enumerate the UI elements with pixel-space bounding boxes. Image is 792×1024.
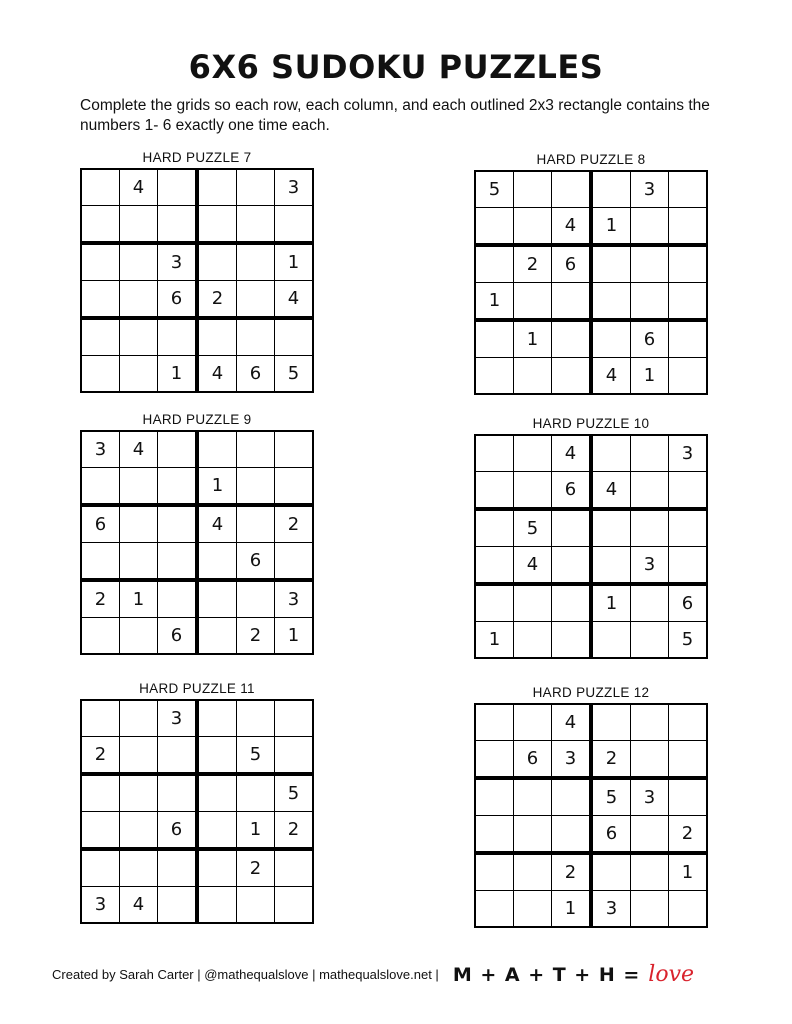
sudoku-cell[interactable] bbox=[514, 283, 552, 321]
sudoku-cell[interactable] bbox=[552, 283, 592, 321]
sudoku-cell[interactable] bbox=[631, 853, 669, 891]
sudoku-cell[interactable] bbox=[475, 245, 514, 283]
sudoku-cell[interactable]: 6 bbox=[158, 618, 198, 655]
sudoku-cell[interactable] bbox=[120, 318, 158, 356]
sudoku-cell[interactable]: 2 bbox=[197, 281, 237, 319]
sudoku-cell[interactable]: 5 bbox=[514, 509, 552, 547]
sudoku-cell[interactable] bbox=[237, 774, 275, 812]
sudoku-cell[interactable] bbox=[158, 431, 198, 468]
sudoku-cell[interactable]: 1 bbox=[669, 853, 708, 891]
sudoku-cell[interactable] bbox=[631, 472, 669, 510]
sudoku-cell[interactable]: 5 bbox=[475, 171, 514, 208]
sudoku-cell[interactable] bbox=[475, 358, 514, 395]
puzzle-label: HARD PUZZLE 8 bbox=[536, 152, 646, 167]
sudoku-cell[interactable] bbox=[158, 774, 198, 812]
sudoku-cell[interactable]: 6 bbox=[237, 543, 275, 581]
sudoku-cell[interactable] bbox=[631, 245, 669, 283]
sudoku-cell[interactable] bbox=[237, 431, 275, 468]
sudoku-cell[interactable] bbox=[514, 891, 552, 928]
sudoku-cell[interactable] bbox=[669, 509, 708, 547]
sudoku-cell[interactable]: 3 bbox=[158, 700, 198, 737]
sudoku-cell[interactable] bbox=[631, 704, 669, 741]
sudoku-cell[interactable] bbox=[669, 704, 708, 741]
sudoku-cell[interactable]: 2 bbox=[514, 245, 552, 283]
sudoku-cell[interactable]: 6 bbox=[158, 812, 198, 850]
sudoku-cell[interactable]: 6 bbox=[552, 472, 592, 510]
sudoku-cell[interactable] bbox=[275, 543, 314, 581]
sudoku-cell[interactable] bbox=[120, 281, 158, 319]
sudoku-cell[interactable] bbox=[120, 849, 158, 887]
sudoku-cell[interactable] bbox=[475, 509, 514, 547]
sudoku-cell[interactable] bbox=[237, 468, 275, 506]
sudoku-grid bbox=[474, 703, 708, 928]
sudoku-cell[interactable]: 5 bbox=[275, 774, 314, 812]
sudoku-cell[interactable] bbox=[81, 318, 120, 356]
sudoku-cell[interactable] bbox=[475, 778, 514, 816]
sudoku-cell[interactable] bbox=[120, 543, 158, 581]
sudoku-cell[interactable] bbox=[669, 741, 708, 779]
sudoku-cell[interactable]: 5 bbox=[237, 737, 275, 775]
sudoku-cell[interactable] bbox=[158, 543, 198, 581]
sudoku-cell[interactable] bbox=[197, 812, 237, 850]
puzzle-label: HARD PUZZLE 7 bbox=[142, 150, 252, 165]
sudoku-cell[interactable] bbox=[120, 206, 158, 244]
sudoku-cell[interactable] bbox=[552, 171, 592, 208]
sudoku-cell[interactable]: 2 bbox=[275, 812, 314, 850]
sudoku-cell[interactable] bbox=[631, 435, 669, 472]
sudoku-cell[interactable] bbox=[158, 887, 198, 924]
sudoku-cell[interactable] bbox=[552, 509, 592, 547]
sudoku-cell[interactable] bbox=[197, 849, 237, 887]
sudoku-cell[interactable] bbox=[475, 853, 514, 891]
sudoku-cell[interactable]: 5 bbox=[669, 622, 708, 659]
sudoku-cell[interactable] bbox=[81, 169, 120, 206]
sudoku-cell[interactable]: 4 bbox=[120, 169, 158, 206]
sudoku-cell[interactable] bbox=[669, 208, 708, 246]
sudoku-cell[interactable] bbox=[237, 700, 275, 737]
sudoku-cell[interactable] bbox=[197, 774, 237, 812]
sudoku-cell[interactable] bbox=[237, 887, 275, 924]
sudoku-cell[interactable] bbox=[475, 704, 514, 741]
sudoku-cell[interactable] bbox=[158, 580, 198, 618]
sudoku-cell[interactable]: 5 bbox=[275, 356, 314, 393]
sudoku-cell[interactable] bbox=[158, 318, 198, 356]
footer-credit: Created by Sarah Carter | @mathequalslove | mathequalslove.net | bbox=[52, 967, 439, 982]
sudoku-cell[interactable] bbox=[669, 245, 708, 283]
sudoku-cell[interactable]: 4 bbox=[552, 208, 592, 246]
sudoku-cell[interactable] bbox=[669, 891, 708, 928]
sudoku-cell[interactable] bbox=[591, 320, 631, 358]
sudoku-cell[interactable] bbox=[158, 468, 198, 506]
sudoku-cell[interactable] bbox=[237, 580, 275, 618]
sudoku-cell[interactable] bbox=[197, 206, 237, 244]
sudoku-cell[interactable] bbox=[669, 283, 708, 321]
sudoku-cell[interactable] bbox=[591, 704, 631, 741]
sudoku-cell[interactable]: 1 bbox=[591, 584, 631, 622]
sudoku-cell[interactable] bbox=[552, 622, 592, 659]
sudoku-cell[interactable] bbox=[120, 774, 158, 812]
sudoku-cell[interactable] bbox=[552, 320, 592, 358]
sudoku-cell[interactable]: 3 bbox=[631, 171, 669, 208]
sudoku-cell[interactable]: 6 bbox=[158, 281, 198, 319]
sudoku-cell[interactable] bbox=[197, 887, 237, 924]
sudoku-cell[interactable] bbox=[591, 283, 631, 321]
sudoku-cell[interactable] bbox=[514, 853, 552, 891]
sudoku-cell[interactable] bbox=[81, 849, 120, 887]
sudoku-cell[interactable] bbox=[120, 243, 158, 281]
sudoku-cell[interactable] bbox=[514, 472, 552, 510]
sudoku-cell[interactable] bbox=[158, 737, 198, 775]
sudoku-cell[interactable] bbox=[81, 468, 120, 506]
puzzle-7 bbox=[80, 148, 314, 393]
sudoku-cell[interactable] bbox=[237, 206, 275, 244]
sudoku-cell[interactable] bbox=[514, 208, 552, 246]
sudoku-cell[interactable]: 1 bbox=[591, 208, 631, 246]
sudoku-cell[interactable] bbox=[197, 700, 237, 737]
sudoku-cell[interactable] bbox=[237, 243, 275, 281]
sudoku-cell[interactable] bbox=[197, 243, 237, 281]
sudoku-cell[interactable]: 3 bbox=[552, 741, 592, 779]
puzzle-12 bbox=[474, 683, 708, 928]
sudoku-cell[interactable] bbox=[475, 891, 514, 928]
sudoku-cell[interactable]: 3 bbox=[669, 435, 708, 472]
sudoku-cell[interactable] bbox=[275, 431, 314, 468]
sudoku-cell[interactable] bbox=[81, 356, 120, 393]
sudoku-cell[interactable] bbox=[669, 472, 708, 510]
sudoku-cell[interactable] bbox=[197, 431, 237, 468]
puzzle-9 bbox=[80, 410, 314, 655]
sudoku-cell[interactable] bbox=[475, 435, 514, 472]
sudoku-cell[interactable] bbox=[197, 580, 237, 618]
sudoku-cell[interactable] bbox=[552, 778, 592, 816]
sudoku-cell[interactable] bbox=[475, 547, 514, 585]
sudoku-grid bbox=[474, 434, 708, 659]
sudoku-cell[interactable]: 3 bbox=[81, 431, 120, 468]
sudoku-cell[interactable]: 1 bbox=[237, 812, 275, 850]
puzzle-11 bbox=[80, 679, 314, 924]
sudoku-cell[interactable] bbox=[631, 622, 669, 659]
sudoku-cell[interactable]: 1 bbox=[552, 891, 592, 928]
sudoku-cell[interactable]: 6 bbox=[514, 741, 552, 779]
sudoku-cell[interactable] bbox=[275, 700, 314, 737]
sudoku-cell[interactable]: 1 bbox=[197, 468, 237, 506]
sudoku-cell[interactable] bbox=[158, 505, 198, 543]
sudoku-cell[interactable] bbox=[514, 704, 552, 741]
sudoku-cell[interactable] bbox=[591, 853, 631, 891]
sudoku-cell[interactable] bbox=[275, 887, 314, 924]
sudoku-cell[interactable]: 1 bbox=[275, 618, 314, 655]
sudoku-cell[interactable]: 4 bbox=[514, 547, 552, 585]
sudoku-grid bbox=[474, 170, 708, 395]
sudoku-cell[interactable] bbox=[237, 281, 275, 319]
sudoku-cell[interactable]: 3 bbox=[631, 778, 669, 816]
brand-logo: M + A + T + H = bbox=[452, 963, 641, 986]
sudoku-cell[interactable]: 3 bbox=[275, 169, 314, 206]
sudoku-cell[interactable] bbox=[237, 505, 275, 543]
sudoku-cell[interactable] bbox=[591, 509, 631, 547]
sudoku-cell[interactable] bbox=[275, 849, 314, 887]
sudoku-cell[interactable]: 1 bbox=[475, 622, 514, 659]
sudoku-cell[interactable] bbox=[475, 472, 514, 510]
sudoku-cell[interactable] bbox=[475, 208, 514, 246]
sudoku-cell[interactable]: 2 bbox=[81, 737, 120, 775]
sudoku-cell[interactable] bbox=[81, 700, 120, 737]
sudoku-cell[interactable] bbox=[197, 169, 237, 206]
sudoku-cell[interactable] bbox=[514, 584, 552, 622]
sudoku-cell[interactable] bbox=[120, 700, 158, 737]
sudoku-cell[interactable] bbox=[552, 584, 592, 622]
sudoku-cell[interactable] bbox=[158, 169, 198, 206]
instructions: Complete the grids so each row, each column, and each outlined 2x3 rectangle contains the numbers 1- 6 exactly one time each. bbox=[80, 97, 710, 134]
sudoku-cell[interactable]: 3 bbox=[81, 887, 120, 924]
sudoku-cell[interactable]: 1 bbox=[120, 580, 158, 618]
sudoku-cell[interactable] bbox=[197, 618, 237, 655]
sudoku-cell[interactable] bbox=[591, 435, 631, 472]
sudoku-cell[interactable]: 4 bbox=[552, 435, 592, 472]
sudoku-cell[interactable]: 6 bbox=[81, 505, 120, 543]
sudoku-cell[interactable]: 1 bbox=[514, 320, 552, 358]
sudoku-cell[interactable] bbox=[475, 741, 514, 779]
sudoku-cell[interactable] bbox=[81, 774, 120, 812]
sudoku-cell[interactable] bbox=[591, 171, 631, 208]
sudoku-cell[interactable] bbox=[81, 243, 120, 281]
sudoku-cell[interactable] bbox=[120, 356, 158, 393]
sudoku-cell[interactable] bbox=[158, 849, 198, 887]
sudoku-cell[interactable]: 2 bbox=[237, 618, 275, 655]
sudoku-cell[interactable] bbox=[120, 505, 158, 543]
sudoku-cell[interactable]: 4 bbox=[591, 358, 631, 395]
sudoku-cell[interactable] bbox=[514, 358, 552, 395]
sudoku-cell[interactable] bbox=[514, 171, 552, 208]
sudoku-cell[interactable] bbox=[514, 778, 552, 816]
sudoku-cell[interactable] bbox=[514, 622, 552, 659]
sudoku-cell[interactable] bbox=[669, 778, 708, 816]
sudoku-cell[interactable]: 6 bbox=[669, 584, 708, 622]
sudoku-cell[interactable] bbox=[237, 318, 275, 356]
sudoku-cell[interactable] bbox=[552, 816, 592, 854]
sudoku-cell[interactable] bbox=[631, 208, 669, 246]
sudoku-grid bbox=[80, 430, 314, 655]
sudoku-cell[interactable] bbox=[81, 281, 120, 319]
sudoku-cell[interactable] bbox=[81, 206, 120, 244]
sudoku-cell[interactable] bbox=[631, 741, 669, 779]
sudoku-cell[interactable]: 6 bbox=[591, 816, 631, 854]
sudoku-cell[interactable]: 4 bbox=[120, 431, 158, 468]
sudoku-cell[interactable] bbox=[591, 547, 631, 585]
sudoku-cell[interactable] bbox=[120, 468, 158, 506]
sudoku-cell[interactable] bbox=[120, 618, 158, 655]
sudoku-grid bbox=[80, 699, 314, 924]
sudoku-cell[interactable] bbox=[81, 618, 120, 655]
sudoku-cell[interactable] bbox=[631, 283, 669, 321]
sudoku-cell[interactable] bbox=[197, 318, 237, 356]
sudoku-cell[interactable]: 2 bbox=[591, 741, 631, 779]
sudoku-cell[interactable] bbox=[475, 816, 514, 854]
brand-love: love bbox=[648, 962, 695, 987]
sudoku-cell[interactable]: 5 bbox=[591, 778, 631, 816]
sudoku-cell[interactable]: 4 bbox=[552, 704, 592, 741]
sudoku-cell[interactable] bbox=[514, 435, 552, 472]
sudoku-cell[interactable] bbox=[591, 622, 631, 659]
sudoku-cell[interactable] bbox=[475, 320, 514, 358]
sudoku-cell[interactable]: 2 bbox=[275, 505, 314, 543]
sudoku-cell[interactable]: 3 bbox=[631, 547, 669, 585]
puzzle-label: HARD PUZZLE 10 bbox=[532, 416, 650, 431]
sudoku-cell[interactable]: 6 bbox=[552, 245, 592, 283]
sudoku-cell[interactable] bbox=[120, 737, 158, 775]
sudoku-cell[interactable] bbox=[552, 358, 592, 395]
puzzle-10 bbox=[474, 414, 708, 659]
sudoku-cell[interactable]: 4 bbox=[197, 505, 237, 543]
sudoku-cell[interactable] bbox=[514, 816, 552, 854]
sudoku-cell[interactable] bbox=[631, 816, 669, 854]
sudoku-cell[interactable]: 2 bbox=[552, 853, 592, 891]
sudoku-cell[interactable]: 3 bbox=[275, 580, 314, 618]
sudoku-cell[interactable] bbox=[275, 468, 314, 506]
sudoku-cell[interactable] bbox=[158, 206, 198, 244]
sudoku-cell[interactable] bbox=[120, 812, 158, 850]
sudoku-cell[interactable]: 4 bbox=[120, 887, 158, 924]
sudoku-cell[interactable] bbox=[669, 171, 708, 208]
sudoku-cell[interactable] bbox=[631, 509, 669, 547]
sudoku-cell[interactable]: 4 bbox=[275, 281, 314, 319]
sudoku-cell[interactable] bbox=[81, 543, 120, 581]
sudoku-cell[interactable] bbox=[669, 320, 708, 358]
sudoku-cell[interactable] bbox=[669, 358, 708, 395]
sudoku-cell[interactable]: 1 bbox=[475, 283, 514, 321]
puzzle-8 bbox=[474, 150, 708, 395]
footer bbox=[52, 962, 694, 987]
sudoku-grid bbox=[80, 168, 314, 393]
sudoku-cell[interactable]: 2 bbox=[237, 849, 275, 887]
sudoku-cell[interactable] bbox=[275, 318, 314, 356]
sudoku-cell[interactable]: 1 bbox=[275, 243, 314, 281]
page-title: 6X6 SUDOKU PUZZLES bbox=[188, 48, 604, 86]
sudoku-cell[interactable]: 3 bbox=[158, 243, 198, 281]
puzzle-label: HARD PUZZLE 11 bbox=[139, 681, 255, 696]
sudoku-cell[interactable] bbox=[552, 547, 592, 585]
sudoku-cell[interactable] bbox=[275, 737, 314, 775]
sudoku-cell[interactable]: 4 bbox=[197, 356, 237, 393]
sudoku-cell[interactable] bbox=[669, 547, 708, 585]
sudoku-cell[interactable] bbox=[591, 245, 631, 283]
sudoku-cell[interactable]: 2 bbox=[669, 816, 708, 854]
sudoku-cell[interactable] bbox=[81, 812, 120, 850]
sudoku-cell[interactable] bbox=[631, 891, 669, 928]
sudoku-cell[interactable]: 3 bbox=[591, 891, 631, 928]
sudoku-cell[interactable] bbox=[631, 584, 669, 622]
sudoku-cell[interactable]: 1 bbox=[631, 358, 669, 395]
sudoku-cell[interactable]: 6 bbox=[631, 320, 669, 358]
sudoku-cell[interactable] bbox=[237, 169, 275, 206]
sudoku-cell[interactable] bbox=[197, 543, 237, 581]
sudoku-cell[interactable] bbox=[197, 737, 237, 775]
sudoku-cell[interactable]: 2 bbox=[81, 580, 120, 618]
sudoku-cell[interactable]: 6 bbox=[237, 356, 275, 393]
sudoku-cell[interactable] bbox=[275, 206, 314, 244]
puzzle-label: HARD PUZZLE 12 bbox=[532, 685, 650, 700]
sudoku-cell[interactable]: 1 bbox=[158, 356, 198, 393]
sudoku-cell[interactable] bbox=[475, 584, 514, 622]
puzzle-label: HARD PUZZLE 9 bbox=[142, 412, 252, 427]
sudoku-cell[interactable]: 4 bbox=[591, 472, 631, 510]
